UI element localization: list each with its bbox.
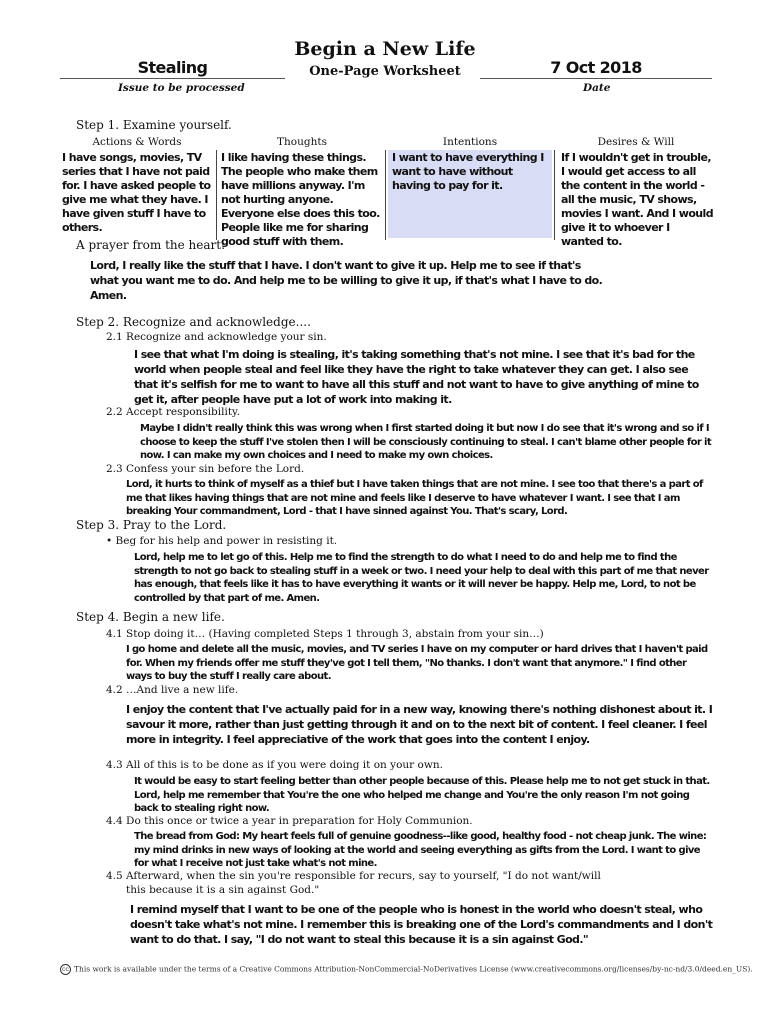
column-divider (216, 150, 217, 240)
col-header-desires: Desires & Will (597, 136, 675, 148)
step4-1-label: 4.1 Stop doing it… (Having completed Steps 1 through 3, abstain from your sin…) (106, 628, 544, 640)
desires-text: If I wouldn't get in trouble, I would get access to all the content in the world - all the music, TV shows, movies I want. And I would give it to whoever I wanted to. (561, 151, 713, 248)
col-header-thoughts: Thoughts (277, 136, 327, 148)
column-divider (554, 150, 555, 240)
step4-2-text: I enjoy the content that I've actually paid for in a new way, knowing there's nothing dishonest about it. I savour it more, rather than just getting through it and on to the next bit of content. I feel cleaner. I feel more in integrity. I feel appreciative of the work that goes into the content I enjoy. (126, 703, 713, 746)
step2-2-label: 2.2 Accept responsibility. (106, 406, 240, 418)
step2-1-label: 2.1 Recognize and acknowledge your sin. (106, 331, 327, 343)
date-label: Date (583, 82, 611, 94)
actions-text: I have songs, movies, TV series that I have not paid for. I have asked people to give me what they have. I have given stuff I have to others. (62, 151, 211, 234)
step4-5-text: I remind myself that I want to be one of the people who is honest in the world who doesn't steal, who doesn't take what's not mine. I remember this is breaking one of the Lord's commandments and I don't want to do that. I say, "I do not want to steal this because it is a sin against God." (130, 903, 713, 946)
step4-5-label-line2: this because it is a sin against God." (126, 884, 320, 896)
intentions-text: I want to have everything I want to have without having to pay for it. (392, 151, 544, 192)
step1-heading: Step 1. Examine yourself. (76, 118, 232, 132)
step2-heading: Step 2. Recognize and acknowledge.... (76, 315, 311, 329)
step4-heading: Step 4. Begin a new life. (76, 610, 225, 624)
step4-4-label: 4.4 Do this once or twice a year in preparation for Holy Communion. (106, 815, 473, 827)
date-value: 7 Oct 2018 (550, 58, 642, 77)
step4-5-label-line1: 4.5 Afterward, when the sin you're responsible for recurs, say to yourself, "I do not want/will (106, 870, 601, 882)
step2-3-label: 2.3 Confess your sin before the Lord. (106, 463, 305, 475)
step2-1-text: I see that what I'm doing is stealing, it's taking something that's not mine. I see that it's bad for the world when people steal and feel like they have the right to take whatever they can get. I also see that it's selfish for me to want to have all this stuff and not want to have to give anything of mine to get it, after people have put a lot of work into making it. (134, 348, 699, 406)
creative-commons-icon: cc (60, 964, 71, 975)
step4-3-text: It would be easy to start feeling better than other people because of this. Please help me to not get stuck in that. Lord, help me remember that You're the one who helped me change and You're the only reason I'm not going back to stealing right now. (134, 776, 710, 814)
date-underline (480, 78, 712, 79)
step4-1-text: I go home and delete all the music, movies, and TV series I have on my computer or hard drives that I haven't paid for. When my friends offer me stuff they've got I tell them, "No thanks. I don't want that anymore." I find other ways to buy the stuff I really care about. (126, 644, 708, 682)
column-divider (385, 150, 386, 240)
page-subtitle: One-Page Worksheet (309, 64, 461, 79)
thoughts-text: I like having these things. The people who make them have millions anyway. I'm not hurting anyone. Everyone else does this too. People like me for sharing good stuff with them. (221, 151, 380, 248)
page-title: Begin a New Life (294, 38, 476, 60)
license-footer (60, 964, 753, 975)
prayer-text: Lord, I really like the stuff that I have. I don't want to give it up. Help me to see if that's what you want me to do. And help me to be willing to give it up, if that's what I have to do. Amen. (90, 259, 603, 302)
issue-value: Stealing (137, 58, 208, 77)
step4-3-label: 4.3 All of this is to be done as if you were doing it on your own. (106, 759, 443, 771)
step3-heading: Step 3. Pray to the Lord. (76, 518, 227, 532)
step2-2-text: Maybe I didn't really think this was wrong when I first started doing it but now I do see that it's wrong and so if I choose to keep the stuff I've stolen then I will be consciously continuing to steal. I can't blame other people for it now. I can make my own choices and I need to make my own choices. (140, 423, 712, 461)
prayer-heading: A prayer from the heart: (76, 238, 226, 252)
step3-text: Lord, help me to let go of this. Help me to find the strength to do what I need to do and help me to find the strength to not go back to stealing stuff in a week or two. I need your help to deal with this part of me that never has enough, that feels like it has to have everything it wants or it will never be happy. Help me, Lord, to not be controlled by that part of me. Amen. (134, 552, 709, 604)
issue-label: Issue to be processed (118, 82, 245, 94)
license-text: This work is available under the terms of a Creative Commons Attribution-NonCommercial-NoDerivatives License (www.creativecommons.org/licenses/by-nc-nd/3.0/deed.en_US). (74, 964, 753, 974)
step4-2-label: 4.2 …And live a new life. (106, 684, 239, 696)
col-header-actions: Actions & Words (92, 136, 182, 148)
step4-4-text: The bread from God: My heart feels full of genuine goodness--like good, healthy food - not cheap junk. The wine: my mind drinks in new ways of looking at the world and seeing everything as gifts from the Lord. I want to give for what I receive not just take what's not mine. (134, 831, 707, 869)
issue-underline (60, 78, 285, 79)
step3-bullet: • Beg for his help and power in resisting it. (106, 535, 338, 547)
col-header-intentions: Intentions (442, 136, 498, 148)
step3-bullet-text: Beg for his help and power in resisting it. (115, 535, 338, 547)
step2-3-text: Lord, it hurts to think of myself as a thief but I have taken things that are not mine. I see too that there's a part of me that likes having things that are not mine and feels like I deserve to have whatever I want. I see that I am breaking Your commandment, Lord - that I have sinned against You. That's scary, Lord. (126, 479, 703, 517)
